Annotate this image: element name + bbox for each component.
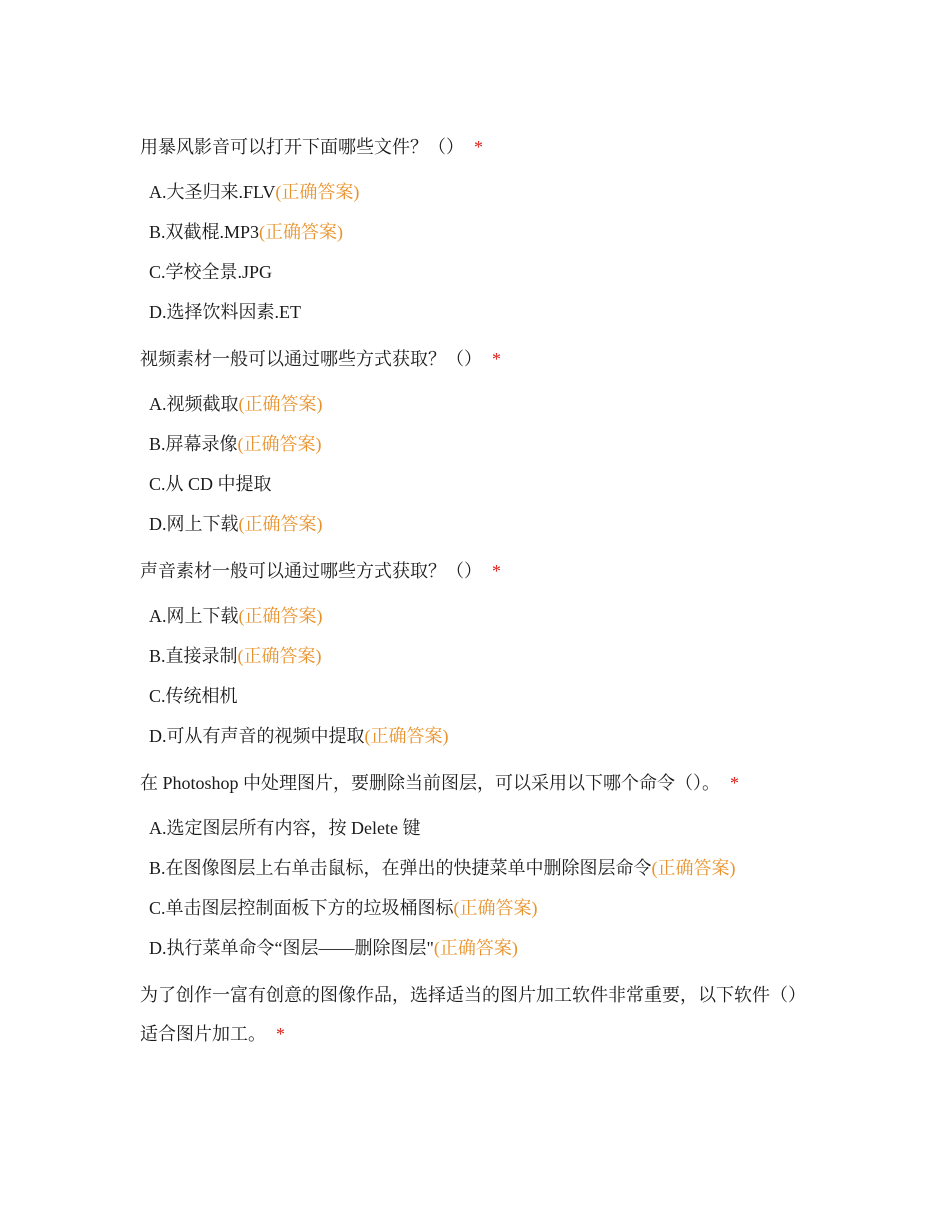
option-d (140, 716, 820, 756)
correct-answer-tag: (正确答案) (238, 514, 323, 534)
question-2 (140, 340, 820, 544)
correct-answer-tag: (正确答案) (237, 646, 322, 666)
correct-answer-tag: (正确答案) (453, 898, 538, 918)
question-title (140, 976, 820, 1054)
option-text: C.学校全景.JPG (149, 262, 273, 282)
question-title (140, 764, 820, 802)
option-text: B.屏幕录像 (149, 434, 238, 454)
option-b (140, 636, 820, 676)
option-text: B.直接录制 (149, 646, 238, 666)
question-text: 声音素材一般可以通过哪些方式获取？（） (140, 561, 482, 581)
option-list (140, 172, 820, 332)
question-4 (140, 764, 820, 968)
option-c (140, 252, 820, 292)
option-text: D.执行菜单命令“图层——删除图层" (149, 938, 434, 958)
option-d (140, 292, 820, 332)
required-mark: * (276, 1024, 285, 1044)
option-d (140, 928, 820, 968)
question-text: 在 Photoshop 中处理图片，要删除当前图层，可以采用以下哪个命令（）。 (140, 773, 721, 793)
option-text: A.网上下载 (149, 606, 239, 626)
question-3 (140, 552, 820, 756)
option-text: B.在图像图层上右单击鼠标，在弹出的快捷菜单中删除图层命令 (149, 858, 652, 878)
option-c (140, 464, 820, 504)
correct-answer-tag: (正确答案) (433, 938, 518, 958)
required-mark: * (492, 561, 501, 581)
required-mark: * (730, 773, 740, 793)
question-text: 用暴风影音可以打开下面哪些文件？（） (140, 137, 464, 157)
required-mark: * (492, 349, 501, 369)
correct-answer-tag: (正确答案) (364, 726, 449, 746)
correct-answer-tag: (正确答案) (259, 222, 344, 242)
required-mark: * (474, 137, 483, 157)
option-b (140, 424, 820, 464)
option-text: D.网上下载 (149, 514, 239, 534)
question-title (140, 340, 820, 378)
question-5 (140, 976, 820, 1054)
option-c (140, 676, 820, 716)
option-a (140, 808, 820, 848)
option-c (140, 888, 820, 928)
option-b (140, 848, 820, 888)
option-b (140, 212, 820, 252)
option-text: C.传统相机 (149, 686, 238, 706)
question-title (140, 128, 820, 166)
option-text: C.单击图层控制面板下方的垃圾桶图标 (149, 898, 454, 918)
option-text: B.双截棍.MP3 (149, 222, 260, 242)
option-list (140, 596, 820, 756)
quiz-page (140, 128, 820, 1054)
question-text: 视频素材一般可以通过哪些方式获取？（） (140, 349, 482, 369)
option-text: A.选定图层所有内容，按 Delete 键 (149, 818, 421, 838)
option-list (140, 808, 820, 968)
option-d (140, 504, 820, 544)
option-list (140, 384, 820, 544)
option-a (140, 384, 820, 424)
correct-answer-tag: (正确答案) (275, 182, 360, 202)
option-text: A.大圣归来.FLV (149, 182, 276, 202)
question-title (140, 552, 820, 590)
option-text: C.从 CD 中提取 (149, 474, 272, 494)
question-1 (140, 128, 820, 332)
correct-answer-tag: (正确答案) (238, 606, 323, 626)
correct-answer-tag: (正确答案) (651, 858, 736, 878)
option-a (140, 596, 820, 636)
option-text: D.选择饮料因素.ET (149, 302, 301, 322)
correct-answer-tag: (正确答案) (238, 394, 323, 414)
option-text: A.视频截取 (149, 394, 239, 414)
question-text: 为了创作一富有创意的图像作品，选择适当的图片加工软件非常重要，以下软件（）适合图片加工。 (140, 985, 806, 1044)
correct-answer-tag: (正确答案) (237, 434, 322, 454)
option-text: D.可从有声音的视频中提取 (149, 726, 365, 746)
option-a (140, 172, 820, 212)
